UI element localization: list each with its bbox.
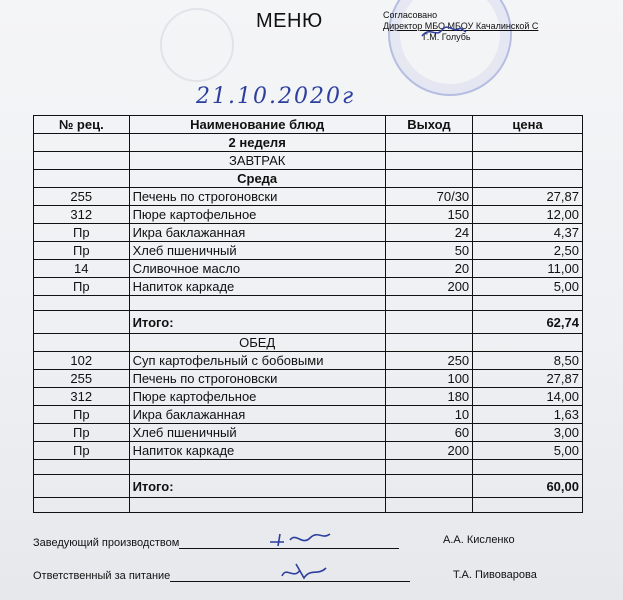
recipe-number: 255 <box>34 188 130 206</box>
dish-name: Напиток каркаде <box>129 278 385 296</box>
table-header-row <box>34 116 583 134</box>
dish-price: 5,00 <box>473 442 583 460</box>
signature-role: Ответственный за питание <box>33 570 171 582</box>
spacer-row <box>34 460 583 475</box>
signature-name: А.А. Кисленко <box>443 534 515 546</box>
dish-name: Хлеб пшеничный <box>129 242 385 260</box>
dish-price: 2,50 <box>473 242 583 260</box>
meal-label-breakfast: ЗАВТРАК <box>129 152 385 170</box>
dish-output: 250 <box>385 352 472 370</box>
dish-output: 200 <box>385 442 472 460</box>
page-title: МЕНЮ <box>256 10 323 32</box>
table-row <box>34 278 583 296</box>
recipe-number: Пр <box>34 242 130 260</box>
week-row <box>34 134 583 152</box>
dish-output: 200 <box>385 278 472 296</box>
table-row <box>34 188 583 206</box>
recipe-number: 102 <box>34 352 130 370</box>
dish-name: Пюре картофельное <box>129 206 385 224</box>
approval-line-3: Г.М. Голубь <box>423 32 471 42</box>
dish-price: 14,00 <box>473 388 583 406</box>
table-row <box>34 406 583 424</box>
dish-name: Хлеб пшеничный <box>129 424 385 442</box>
table-row <box>34 442 583 460</box>
dish-name: Икра баклажанная <box>129 406 385 424</box>
dish-name: Печень по строгоновски <box>129 370 385 388</box>
total-label: Итого: <box>129 475 385 498</box>
signature-role: Заведующий производством <box>33 537 180 549</box>
col-header-dish: Наименование блюд <box>129 116 385 134</box>
meal-label-lunch: ОБЕД <box>129 334 385 352</box>
dish-output: 180 <box>385 388 472 406</box>
col-header-price: цена <box>473 116 583 134</box>
table-row <box>34 352 583 370</box>
dish-output: 24 <box>385 224 472 242</box>
table-row <box>34 370 583 388</box>
table-row <box>34 424 583 442</box>
dish-name: Печень по строгоновски <box>129 188 385 206</box>
week-label: 2 неделя <box>129 134 385 152</box>
dish-output: 100 <box>385 370 472 388</box>
meal-row-lunch <box>34 334 583 352</box>
director-signature <box>420 24 470 40</box>
approval-line-1: Согласовано <box>383 10 438 20</box>
dish-output: 20 <box>385 260 472 278</box>
day-row <box>34 170 583 188</box>
col-header-recipe: № рец. <box>34 116 130 134</box>
dish-price: 8,50 <box>473 352 583 370</box>
dish-name: Икра баклажанная <box>129 224 385 242</box>
dish-output: 60 <box>385 424 472 442</box>
faded-stamp <box>160 8 234 82</box>
dish-output: 50 <box>385 242 472 260</box>
lunch-total-row <box>34 475 583 498</box>
approval-block <box>383 10 603 43</box>
signature-name: Т.А. Пивоварова <box>453 569 537 581</box>
dish-price: 4,37 <box>473 224 583 242</box>
signature-line-production <box>33 534 515 549</box>
day-label: Среда <box>129 170 385 188</box>
dish-name: Сливочное масло <box>129 260 385 278</box>
meal-row-breakfast <box>34 152 583 170</box>
document-date: 21.10.2020г <box>196 84 356 109</box>
dish-price: 3,00 <box>473 424 583 442</box>
dish-price: 5,00 <box>473 278 583 296</box>
signature-scribble-2 <box>276 560 336 584</box>
dish-price: 27,87 <box>473 370 583 388</box>
recipe-number: 14 <box>34 260 130 278</box>
signature-line-nutrition <box>33 569 537 582</box>
approval-line-2: Директор МБО МБОУ Качалинской С <box>383 21 539 31</box>
total-value: 60,00 <box>473 475 583 498</box>
recipe-number: Пр <box>34 442 130 460</box>
spacer-row <box>34 498 583 513</box>
recipe-number: 312 <box>34 388 130 406</box>
dish-output: 70/30 <box>385 188 472 206</box>
dish-price: 1,63 <box>473 406 583 424</box>
recipe-number: Пр <box>34 406 130 424</box>
recipe-number: Пр <box>34 224 130 242</box>
col-header-output: Выход <box>385 116 472 134</box>
recipe-number: 312 <box>34 206 130 224</box>
total-label: Итого: <box>129 311 385 334</box>
recipe-number: Пр <box>34 278 130 296</box>
table-row <box>34 260 583 278</box>
dish-price: 11,00 <box>473 260 583 278</box>
recipe-number: Пр <box>34 424 130 442</box>
signature-scribble-1 <box>266 528 336 550</box>
dish-price: 12,00 <box>473 206 583 224</box>
table-row <box>34 224 583 242</box>
dish-name: Пюре картофельное <box>129 388 385 406</box>
dish-name: Суп картофельный с бобовыми <box>129 352 385 370</box>
spacer-row <box>34 296 583 311</box>
dish-name: Напиток каркаде <box>129 442 385 460</box>
dish-output: 10 <box>385 406 472 424</box>
menu-table <box>33 115 583 513</box>
total-value: 62,74 <box>473 311 583 334</box>
breakfast-total-row <box>34 311 583 334</box>
recipe-number: 255 <box>34 370 130 388</box>
dish-output: 150 <box>385 206 472 224</box>
table-row <box>34 388 583 406</box>
table-row <box>34 206 583 224</box>
table-row <box>34 242 583 260</box>
dish-price: 27,87 <box>473 188 583 206</box>
